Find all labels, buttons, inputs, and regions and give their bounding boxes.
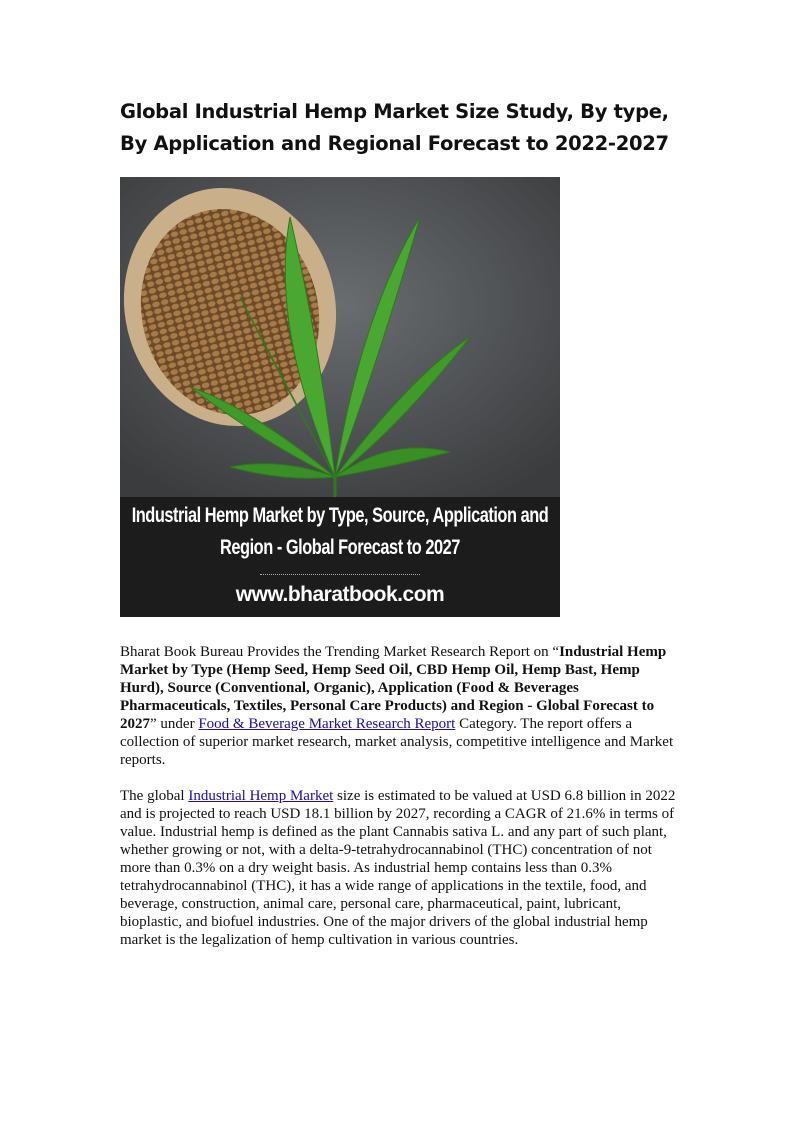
hero-image: [120, 177, 560, 617]
market-link[interactable]: Industrial Hemp Market: [188, 788, 334, 804]
image-banner: [120, 497, 560, 617]
para2-end: size is estimated to be valued at USD 6.8 billion in 2022 and is projected to reach USD 18.1 billion by 2027, recording a CAGR of 21.6% in terms of value. Industrial hemp is defined as the plant Cannabis sativa L. and any part of such plant, whether growing or not, with a delta-9-tetrahydrocannabinol (THC) concentration of not more than 0.3% on a dry weight basis. As industrial hemp contains less than 0.3% tetrahydrocannabinol (THC), it has a wide range of applications in the textile, food, and beverage, construction, animal care, personal care, pharmaceutical, paint, lubricant, bioplastic, and biofuel industries. One of the major drivers of the global industrial hemp market is the legalization of hemp cultivation in various countries.: [120, 788, 676, 948]
banner-line1: Industrial Hemp Market by Type, Source, Application and: [131, 504, 549, 527]
article-body: [120, 643, 686, 967]
para2-intro: The global: [120, 788, 189, 804]
para1-end: Category. The report offers a collection of superior market research, market analysis, competitive intelligence and Market reports.: [120, 716, 674, 768]
banner-url: www.bharatbook.com: [235, 583, 445, 606]
intro-paragraph: [120, 643, 686, 769]
hemp-illustration: [120, 177, 560, 497]
report-title-bold: Industrial Hemp Market by Type (Hemp Seed, Hemp Seed Oil, CBD Hemp Oil, Hemp Bast, Hemp Hurd), Source (Conventional, Organic), Application (Food & Beverages Pharmaceuticals, Textiles, Personal Care Products) and Region - Global Forecast to 2027: [120, 644, 667, 732]
banner-line2: Region - Global Forecast to 2027: [220, 536, 460, 559]
page-title: Global Industrial Hemp Market Size Study, By type, By Application and Regional Forecast to 2022-2027: [120, 100, 669, 155]
category-link[interactable]: Food & Beverage Market Research Report: [198, 716, 456, 732]
market-paragraph: [120, 787, 686, 949]
banner-divider: [260, 574, 420, 575]
para1-mid: ” under: [150, 716, 199, 732]
para1-intro: Bharat Book Bureau Provides the Trending Market Research Report on “: [120, 644, 560, 660]
